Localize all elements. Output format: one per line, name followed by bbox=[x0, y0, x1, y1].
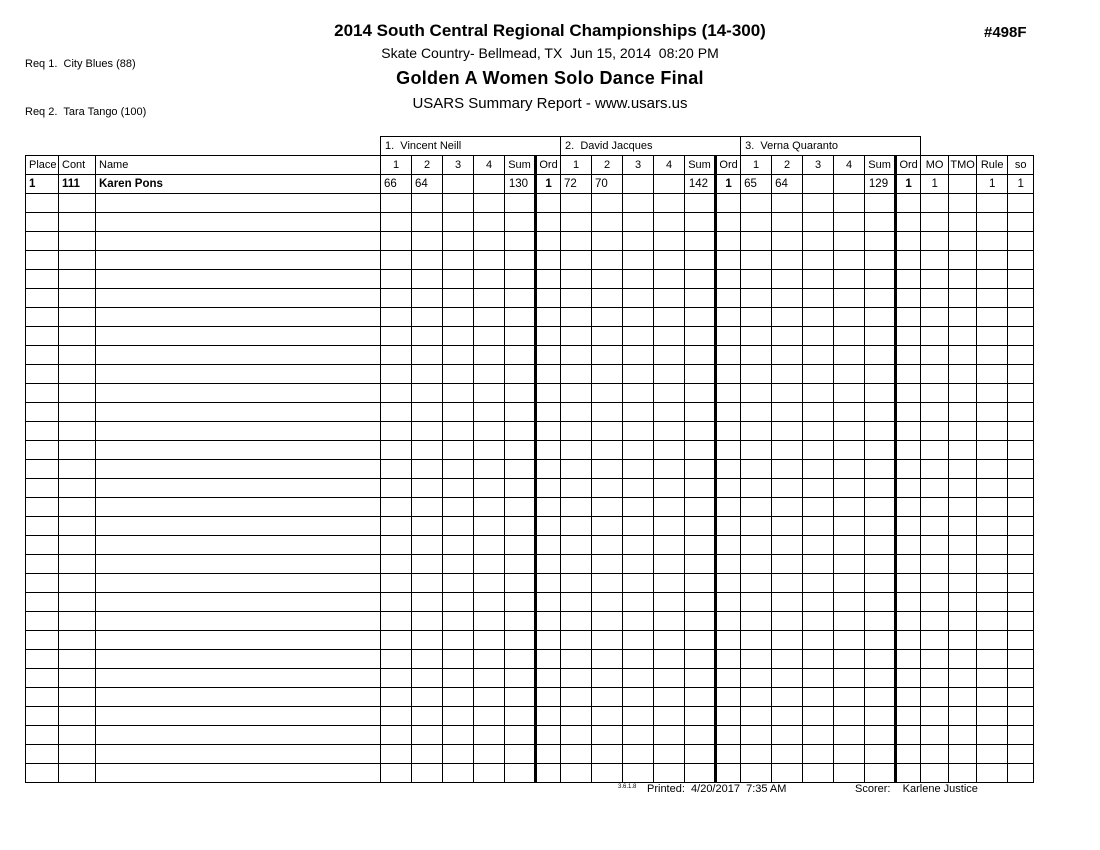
scorer-name: Scorer: Karlene Justice bbox=[855, 783, 978, 795]
cell-j1-s4 bbox=[474, 174, 505, 193]
cell-j3-ord: 1 bbox=[896, 174, 921, 193]
cell-j1-s2: 64 bbox=[412, 174, 443, 193]
header-j3-c2: 2 bbox=[772, 155, 803, 174]
header-cell-cont: Cont bbox=[59, 155, 96, 174]
empty-row bbox=[26, 421, 1034, 440]
header-j3-c1: 1 bbox=[741, 155, 772, 174]
event-number: #498F bbox=[984, 24, 1027, 41]
header-j3-ord: Ord bbox=[896, 155, 921, 174]
printed-timestamp: Printed: 4/20/2017 7:35 AM bbox=[647, 783, 787, 795]
header-j1-sum: Sum bbox=[505, 155, 536, 174]
empty-row bbox=[26, 345, 1034, 364]
empty-row bbox=[26, 706, 1034, 725]
empty-row bbox=[26, 573, 1034, 592]
score-table bbox=[25, 136, 1034, 783]
cell-j1-sum: 130 bbox=[505, 174, 536, 193]
cell-j2-s4 bbox=[654, 174, 685, 193]
empty-row bbox=[26, 649, 1034, 668]
header-j1-c3: 3 bbox=[443, 155, 474, 174]
header-j1-c1: 1 bbox=[381, 155, 412, 174]
empty-row bbox=[26, 402, 1034, 421]
header-cell-place: Place bbox=[26, 155, 59, 174]
empty-row bbox=[26, 459, 1034, 478]
cell-j1-s3 bbox=[443, 174, 474, 193]
header-j1-ord: Ord bbox=[536, 155, 561, 174]
cell-name: Karen Pons bbox=[96, 174, 381, 193]
empty-row bbox=[26, 212, 1034, 231]
empty-row bbox=[26, 535, 1034, 554]
score-table-body bbox=[26, 137, 1034, 783]
judge-2-name: 2. David Jacques bbox=[561, 137, 741, 156]
cell-tmo bbox=[949, 174, 977, 193]
header-j3-c4: 4 bbox=[834, 155, 865, 174]
cell-so: 1 bbox=[1008, 174, 1034, 193]
cell-j3-sum: 129 bbox=[865, 174, 896, 193]
header-j1-c2: 2 bbox=[412, 155, 443, 174]
header-j2-c1: 1 bbox=[561, 155, 592, 174]
empty-row bbox=[26, 364, 1034, 383]
empty-row bbox=[26, 763, 1034, 782]
header-j2-sum: Sum bbox=[685, 155, 716, 174]
judge-header-row bbox=[26, 137, 1034, 156]
header-j2-c3: 3 bbox=[623, 155, 654, 174]
report-header bbox=[0, 21, 1100, 112]
cell-mo: 1 bbox=[921, 174, 949, 193]
software-version: 3.6.1.8 bbox=[618, 784, 637, 790]
cell-j2-s2: 70 bbox=[592, 174, 623, 193]
req-line-2: Req 2. Tara Tango (100) bbox=[25, 106, 147, 118]
judge-header-spacer-right bbox=[921, 137, 1034, 156]
empty-row bbox=[26, 744, 1034, 763]
header-j3-c3: 3 bbox=[803, 155, 834, 174]
column-header-row bbox=[26, 155, 1034, 174]
empty-row bbox=[26, 326, 1034, 345]
header-j1-c4: 4 bbox=[474, 155, 505, 174]
result-row bbox=[26, 174, 1034, 193]
empty-row bbox=[26, 250, 1034, 269]
header-j2-c4: 4 bbox=[654, 155, 685, 174]
empty-row bbox=[26, 288, 1034, 307]
cell-j3-s2: 64 bbox=[772, 174, 803, 193]
report-type-title: USARS Summary Report - www.usars.us bbox=[412, 95, 688, 112]
header-j3-sum: Sum bbox=[865, 155, 896, 174]
empty-row bbox=[26, 611, 1034, 630]
cell-place: 1 bbox=[26, 174, 59, 193]
venue-date-line: Skate Country- Bellmead, TX Jun 15, 2014 08:20 PM bbox=[381, 45, 719, 61]
header-j2-ord: Ord bbox=[716, 155, 741, 174]
competition-title: 2014 South Central Regional Championships (14-300) bbox=[334, 21, 766, 40]
header-j2-c2: 2 bbox=[592, 155, 623, 174]
judge-3-name: 3. Verna Quaranto bbox=[741, 137, 921, 156]
judge-header-spacer-left bbox=[26, 137, 381, 156]
header-cell-name: Name bbox=[96, 155, 381, 174]
empty-row bbox=[26, 725, 1034, 744]
empty-row bbox=[26, 478, 1034, 497]
cell-j3-s4 bbox=[834, 174, 865, 193]
empty-row bbox=[26, 383, 1034, 402]
header-cell-mo: MO bbox=[921, 155, 949, 174]
empty-row bbox=[26, 231, 1034, 250]
event-title: Golden A Women Solo Dance Final bbox=[396, 68, 704, 88]
empty-row bbox=[26, 440, 1034, 459]
empty-row bbox=[26, 269, 1034, 288]
empty-row bbox=[26, 516, 1034, 535]
cell-j2-ord: 1 bbox=[716, 174, 741, 193]
empty-row bbox=[26, 592, 1034, 611]
cell-j2-s3 bbox=[623, 174, 654, 193]
empty-row bbox=[26, 687, 1034, 706]
cell-j2-sum: 142 bbox=[685, 174, 716, 193]
cell-j3-s3 bbox=[803, 174, 834, 193]
cell-cont: 111 bbox=[59, 174, 96, 193]
empty-row bbox=[26, 554, 1034, 573]
empty-row bbox=[26, 193, 1034, 212]
cell-j1-s1: 66 bbox=[381, 174, 412, 193]
empty-row bbox=[26, 630, 1034, 649]
header-cell-tmo: TMO bbox=[949, 155, 977, 174]
header-cell-so: so bbox=[1008, 155, 1034, 174]
empty-row bbox=[26, 668, 1034, 687]
empty-row bbox=[26, 307, 1034, 326]
cell-rule: 1 bbox=[977, 174, 1008, 193]
cell-j3-s1: 65 bbox=[741, 174, 772, 193]
cell-j1-ord: 1 bbox=[536, 174, 561, 193]
judge-1-name: 1. Vincent Neill bbox=[381, 137, 561, 156]
empty-row bbox=[26, 497, 1034, 516]
cell-j2-s1: 72 bbox=[561, 174, 592, 193]
header-cell-rule: Rule bbox=[977, 155, 1008, 174]
req-line-1: Req 1. City Blues (88) bbox=[25, 58, 136, 70]
